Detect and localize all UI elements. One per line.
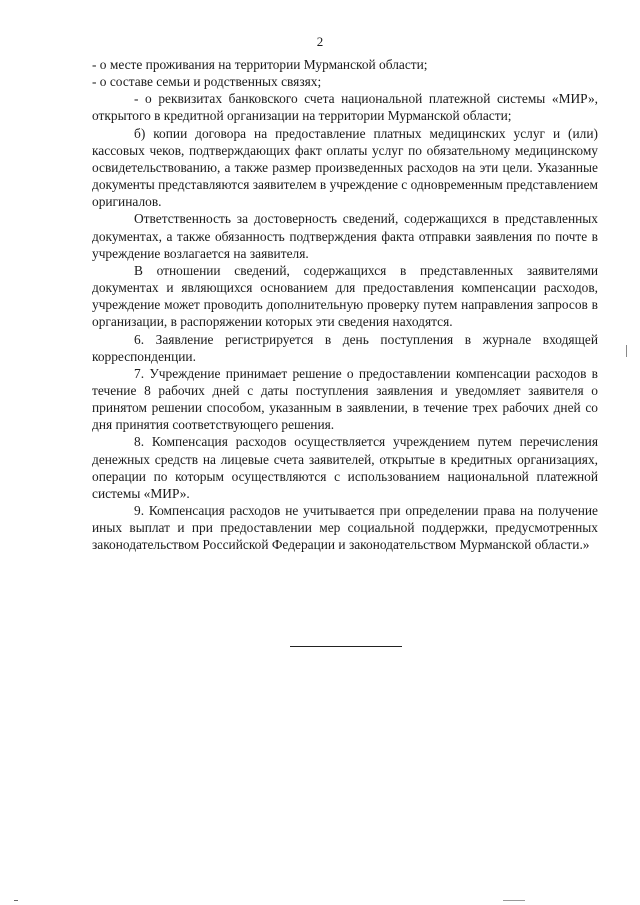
paragraph-bank-account: - о реквизитах банковского счета национальной платежной системы «МИР», открытого в кредитной организации на территории Мурманской области; xyxy=(92,91,598,124)
paragraph-item-8: 8. Компенсация расходов осуществляется учреждением путем перечисления денежных средств на лицевые счета заявителей, открытые в кредитных организациях, операции по которым осуществляются с использованием национальной платежной системы «МИР». xyxy=(92,434,598,501)
paragraph-residence: - о месте проживания на территории Мурманской области; xyxy=(92,57,428,72)
paragraph-family: - о составе семьи и родственных связях; xyxy=(92,74,322,90)
paragraph-item-7: 7. Учреждение принимает решение о предоставлении компенсации расходов в течение 8 рабочих дней с даты поступления заявления и уведомляет заявителя о принятом решении способом, указанным в заявлении, в течение трех рабочих дней со дня принятия соответствующего решения. xyxy=(92,365,598,433)
paragraph-contract-copies: б) копии договора на предоставление платных медицинских услуг и (или) кассовых чеков, подтверждающих факт оплаты услуг по обязательному медицинскому освидетельствованию, а также размер произведенных расходов на эти цели. Указанные документы представляются заявителем в учреждение с одновременным представлением оригиналов. xyxy=(92,125,598,210)
document-body xyxy=(92,56,598,554)
scan-corner-mark-right xyxy=(503,900,525,901)
page-number: 2 xyxy=(316,34,324,49)
paragraph-responsibility: Ответственность за достоверность сведений, содержащихся в представленных документах, а также обязанность подтверждения факта отправки заявления по почте в учреждение возлагается на заявителя. xyxy=(92,211,598,261)
scan-corner-mark-left xyxy=(14,900,18,901)
scan-edge-mark xyxy=(626,345,627,357)
paragraph-item-6: 6. Заявление регистрируется в день поступления в журнале входящей корреспонденции. xyxy=(92,331,598,364)
paragraph-verification: В отношении сведений, содержащихся в представленных заявителями документах и являющихся основанием для предоставления компенсации расходов, учреждение может проводить дополнительную проверку путем направления запросов в организации, в распоряжении которых эти сведения находятся. xyxy=(92,262,598,330)
paragraph-item-9: 9. Компенсация расходов не учитывается при определении права на получение иных выплат и при предоставлении мер социальной поддержки, предусмотренных законодательством Российской Федерации и законодательством Мурманской области.» xyxy=(92,503,598,553)
end-divider xyxy=(290,646,402,647)
